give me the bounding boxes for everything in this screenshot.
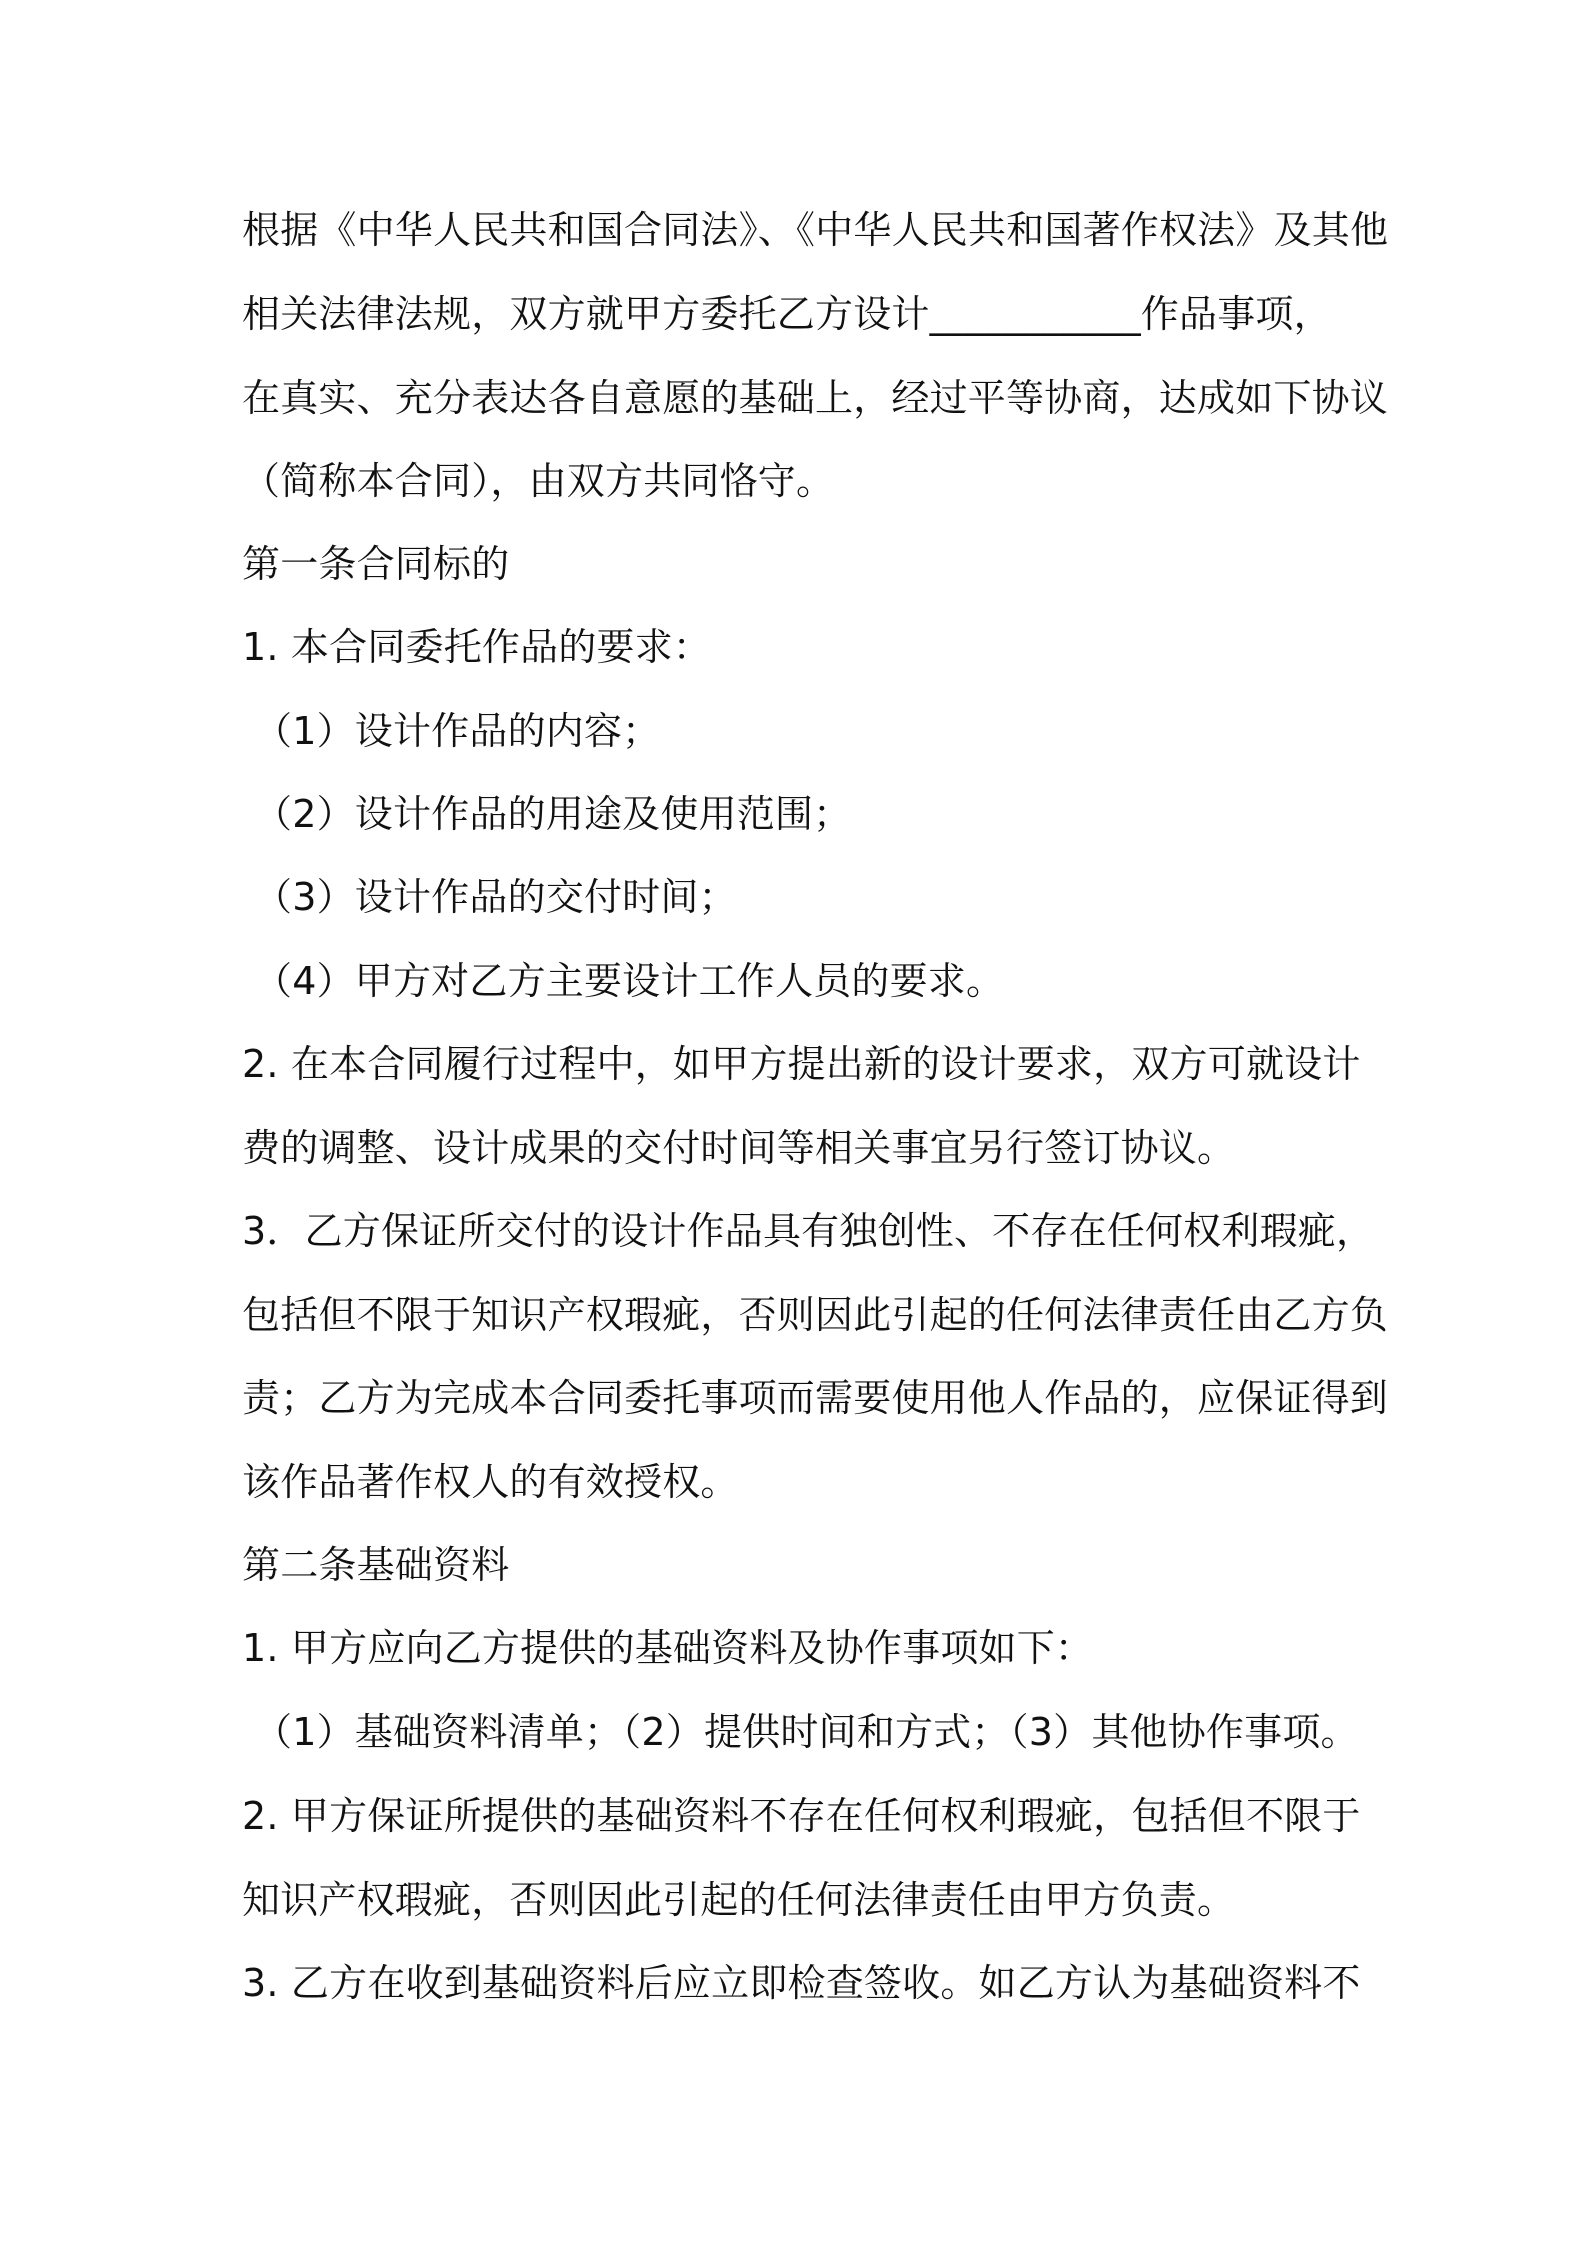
sub-item: （4）甲方对乙方主要设计工作人员的要求。 [254, 959, 1005, 1003]
body-text-line: 根据《中华人民共和国合同法》、《中华人民共和国著作权法》及其他 [242, 208, 1389, 252]
body-text-line: 包括但不限于知识产权瑕疵，否则因此引起的任何法律责任由乙方负 [242, 1293, 1389, 1337]
body-text-line: 该作品著作权人的有效授权。 [242, 1460, 739, 1504]
body-text-line: （简称本合同），由双方共同恪守。 [242, 459, 835, 503]
section-heading: 第一条合同标的 [242, 542, 510, 586]
numbered-item: 2. 在本合同履行过程中，如甲方提出新的设计要求，双方可就设计 [242, 1042, 1361, 1086]
numbered-item: 1. 甲方应向乙方提供的基础资料及协作事项如下： [242, 1626, 1094, 1670]
sub-item: （1）设计作品的内容； [254, 709, 661, 753]
sub-item: （1）基础资料清单；（2）提供时间和方式；（3）其他协作事项。 [254, 1710, 1359, 1754]
section-heading: 第二条基础资料 [242, 1543, 510, 1587]
numbered-item: 3. 乙方在收到基础资料后应立即检查签收。如乙方认为基础资料不 [242, 1961, 1361, 2005]
sub-item: （2）设计作品的用途及使用范围； [254, 792, 852, 836]
body-text-line: 责；乙方为完成本合同委托事项而需要使用他人作品的，应保证得到 [242, 1376, 1389, 1420]
numbered-item: 1. 本合同委托作品的要求： [242, 625, 712, 669]
body-text-line: 相关法律法规，双方就甲方委托乙方设计___________作品事项， [242, 292, 1332, 336]
body-text-line: 知识产权瑕疵，否则因此引起的任何法律责任由甲方负责。 [242, 1878, 1236, 1922]
body-text-line: 费的调整、设计成果的交付时间等相关事宜另行签订协议。 [242, 1126, 1236, 1170]
sub-item: （3）设计作品的交付时间； [254, 875, 737, 919]
numbered-item: 3．乙方保证所交付的设计作品具有独创性、不存在任何权利瑕疵， [242, 1209, 1375, 1253]
body-text-line: 在真实、充分表达各自意愿的基础上，经过平等协商，达成如下协议 [242, 376, 1389, 420]
numbered-item: 2. 甲方保证所提供的基础资料不存在任何权利瑕疵，包括但不限于 [242, 1794, 1361, 1838]
